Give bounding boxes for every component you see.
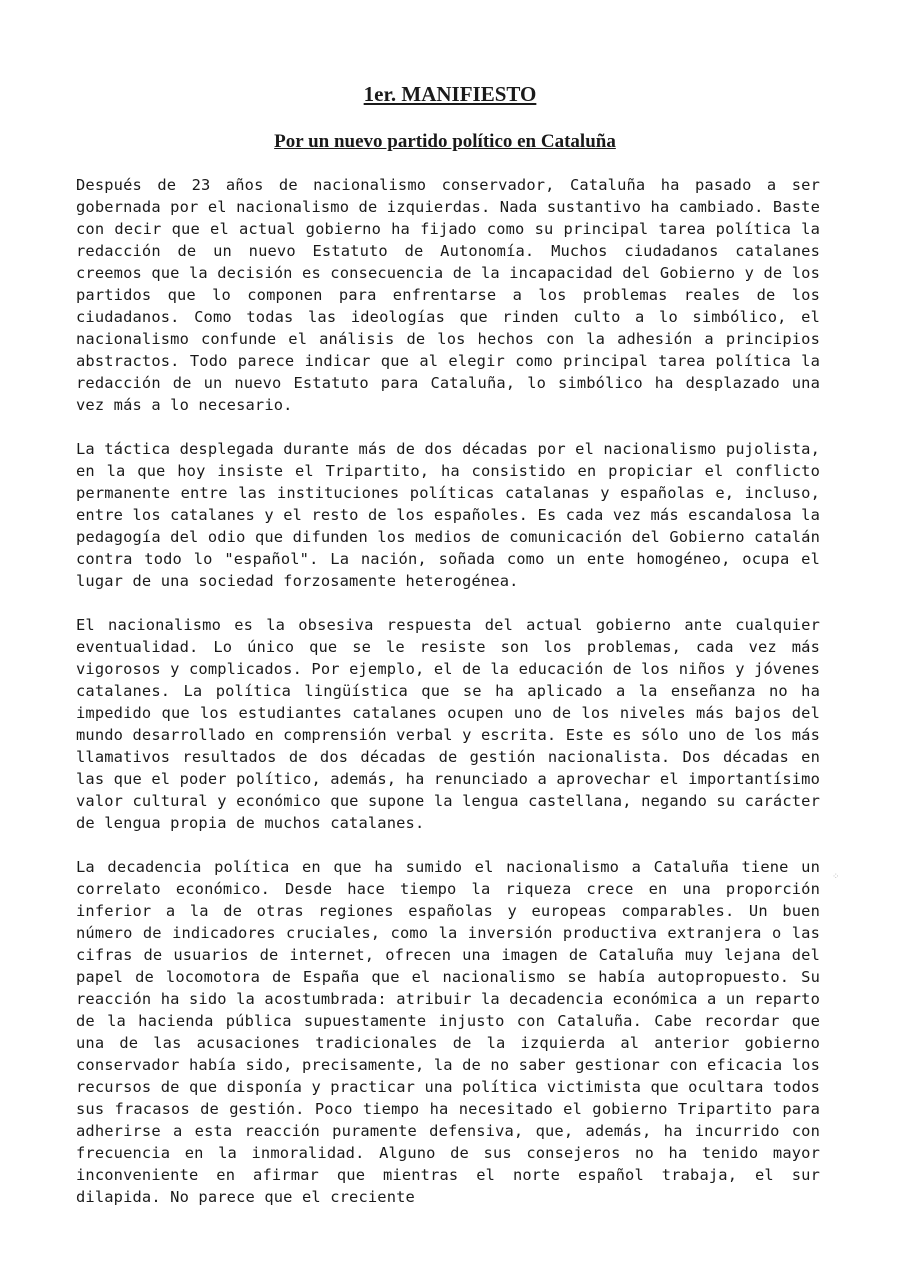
document-body (76, 174, 820, 1230)
paragraph-4: La decadencia política en que ha sumido el nacionalismo a Cataluña tiene un correlato económico. Desde hace tiempo la riqueza crece en una proporción inferior a la de otras regiones españolas y europeas comparables. Un buen número de indicadores cruciales, como la inversión productiva extranjera o las cifras de usuarios de internet, ofrecen una imagen de Cataluña muy lejana del papel de locomotora de España que el nacionalismo se había autopropuesto. Su reacción ha sido la acostumbrada: atribuir la decadencia económica a un reparto de la hacienda pública supuestamente injusto con Cataluña. Cabe recordar que una de las acusaciones tradicionales de la izquierda al anterior gobierno conservador había sido, precisamente, la de no saber gestionar con eficacia los recursos de que disponía y practicar una política victimista que ocultara todos sus fracasos de gestión. Poco tiempo ha necesitado el gobierno Tripartito para adherirse a esta reacción puramente defensiva, que, además, ha incurrido con frecuencia en la inmoralidad. Alguno de sus consejeros no ha tenido mayor inconveniente en afirmar que mientras el norte español trabaja, el sur dilapida. No parece que el creciente (76, 858, 820, 1206)
page-title: 1er. MANIFIESTO (363, 82, 537, 106)
paragraph-2: La táctica desplegada durante más de dos décadas por el nacionalismo pujolista, en la que hoy insiste el Tripartito, ha consistido en propiciar el conflicto permanente entre las instituciones políticas catalanas y españolas e, incluso, entre los catalanes y el resto de los españoles. Es cada vez más escandalosa la pedagogía del odio que difunden los medios de comunicación del Gobierno catalán contra todo lo "español". La nación, soñada como un ente homogéneo, ocupa el lugar de una sociedad forzosamente heterogénea. (76, 440, 820, 590)
paragraph-1: Después de 23 años de nacionalismo conservador, Cataluña ha pasado a ser gobernada por el nacionalismo de izquierdas. Nada sustantivo ha cambiado. Baste con decir que el actual gobierno ha fijado como su principal tarea política la redacción de un nuevo Estatuto de Autonomía. Muchos ciudadanos catalanes creemos que la decisión es consecuencia de la incapacidad del Gobierno y de los partidos que lo componen para enfrentarse a los problemas reales de los ciudadanos. Como todas las ideologías que rinden culto a lo simbólico, el nacionalismo confunde el análisis de los hechos con la adhesión a principios abstractos. Todo parece indicar que al elegir como principal tarea política la redacción de un nuevo Estatuto para Cataluña, lo simbólico ha desplazado una vez más a lo necesario. (76, 176, 820, 414)
paragraph-3: El nacionalismo es la obsesiva respuesta del actual gobierno ante cualquier eventualidad. Lo único que se le resiste son los problemas, cada vez más vigorosos y complicados. Por ejemplo, el de la educación de los niños y jóvenes catalanes. La política lingüística que se ha aplicado a la enseñanza no ha impedido que los estudiantes catalanes ocupen uno de los niveles más bajos del mundo desarrollado en comprensión verbal y escrita. Este es sólo uno de los más llamativos resultados de dos décadas de gestión nacionalista. Dos décadas en las que el poder político, además, ha renunciado a aprovechar el importantísimo valor cultural y económico que supone la lengua castellana, negando su carácter de lengua propia de muchos catalanes. (76, 616, 820, 832)
scan-speck: ⁘ (832, 872, 840, 882)
page-subtitle: Por un nuevo partido político en Cataluña (274, 131, 616, 152)
